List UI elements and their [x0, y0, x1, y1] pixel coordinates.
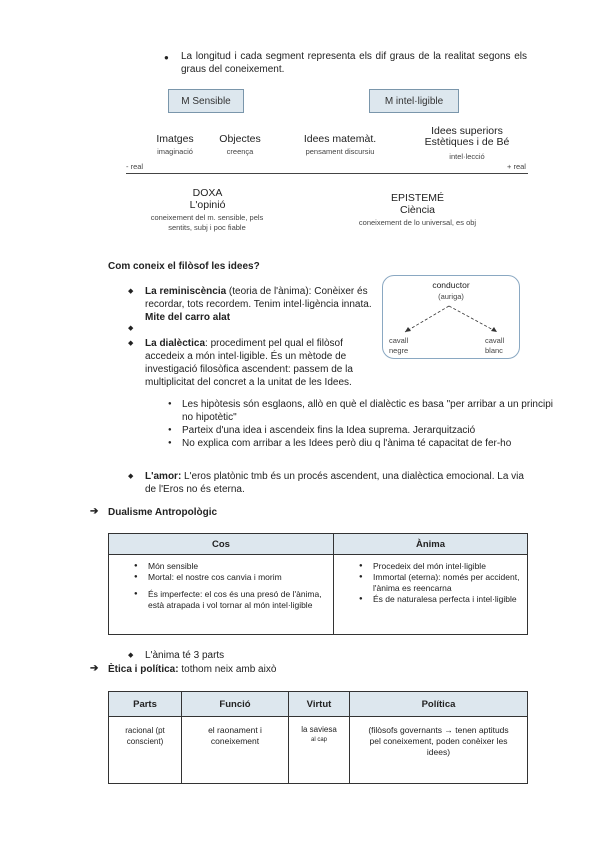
section-question: Com coneix el filòsof les idees?: [108, 261, 260, 272]
amor-text: L'eros platònic tmb és un procés ascendent, una dialèctica emocional. La via de l'Eros no és eterna.: [145, 471, 524, 495]
amor-para: [145, 470, 529, 496]
td-virtut-text: la saviesa: [301, 725, 337, 734]
col-superiors-sub: intel·lecció: [449, 152, 485, 161]
col-objectes-sub: creença: [226, 147, 254, 156]
col-matematiques-title: Idees matemàt.: [303, 133, 377, 145]
col-superiors-title: Idees superiors Estètiques i de Bé: [424, 125, 510, 148]
etica-term: Ètica i política:: [108, 664, 179, 675]
chariot-box: [382, 275, 520, 359]
th-virtut: Virtut: [289, 692, 350, 717]
arrow-icon: ➔: [90, 663, 99, 674]
episteme-title: EPISTEMÉ: [390, 192, 445, 204]
reminiscencia-paren: (teoria de l'ànima):: [226, 286, 312, 297]
doxa-desc: coneixement del m. sensible, pels sentits, subj i poc fiable: [150, 213, 264, 232]
col-matematiques-sub: pensament discursiu: [305, 147, 375, 156]
episteme-desc: coneixement de lo universal, es obj: [358, 218, 477, 227]
cos-cell: [109, 555, 334, 635]
dialectica-sub-3: ● No explica com arribar a les Idees però diu q l'ànima té capacitat de fer-ho: [182, 437, 554, 450]
doxa-sub: L'opinió: [189, 199, 226, 211]
chariot-auriga: (auriga): [438, 292, 464, 301]
box-sensible: M Sensible: [168, 89, 244, 113]
th-funcio: Funció: [182, 692, 289, 717]
plus-real: + real: [507, 162, 526, 171]
box-intelligible: M intel·ligible: [369, 89, 459, 113]
diamond-icon: ◆: [128, 340, 134, 347]
etica-para: [108, 664, 276, 675]
episteme-sub: Ciència: [399, 204, 436, 216]
dualisme-title: Dualisme Antropològic: [108, 507, 218, 518]
diamond-icon: ◆: [128, 325, 134, 332]
td-politica: (filòsofs governants → tenen aptituds pel coneixement, poden conèixer les idees): [350, 717, 528, 784]
diamond-icon: ◆: [128, 652, 134, 659]
col-imatges-sub: imaginació: [157, 147, 193, 156]
chariot-right: cavall blanc: [485, 336, 505, 355]
th-parts: Parts: [109, 692, 182, 717]
arrow-icon: ➔: [90, 506, 99, 517]
dialectica-term: La dialèctica: [145, 338, 206, 349]
minus-real: - real: [126, 162, 144, 171]
reminiscencia-bold: Mite del carro alat: [145, 312, 231, 323]
cos-item-1: ● Món sensible: [148, 561, 332, 572]
amor-term: L'amor:: [145, 471, 182, 482]
anima-item-2: ● Immortal (eterna): només per accident, l'ànima es reencarna: [373, 572, 526, 594]
chariot-conductor: conductor: [432, 280, 470, 290]
td-funcio: el raonament i coneixement: [182, 717, 289, 784]
anima-item-1: ● Procedeix del món intel·ligible: [373, 561, 526, 572]
cos-header: Cos: [109, 534, 334, 555]
td-parts: racional (pt conscient): [109, 717, 182, 784]
col-objectes-title: Objectes: [219, 133, 261, 145]
diamond-icon: ◆: [128, 473, 134, 480]
reality-axis: [126, 173, 528, 174]
dialectica-sub-2: ● Parteix d'una idea i ascendeix fins la Idea suprema. Jerarquització: [182, 424, 554, 437]
dialectica-sublist: [160, 398, 554, 450]
bullet-icon: ●: [164, 53, 169, 62]
td-virtut-note: al cap: [310, 737, 327, 743]
diamond-icon: ◆: [128, 288, 134, 295]
reminiscencia-text: Conèixer és recordar, tots recordem. Tenim intel·ligència innata.: [145, 286, 372, 310]
dialectica-para: [145, 337, 377, 389]
anima-cell: [334, 555, 528, 635]
dialectica-sub-1: ● Les hipòtesis són esglaons, allò en què el dialèctic es basa "per arribar a un principi no hipotètic": [182, 398, 554, 424]
th-politica: Política: [350, 692, 528, 717]
reminiscencia-para: [145, 285, 377, 324]
col-imatges-title: Imatges: [156, 133, 194, 145]
etica-text: tothom neix amb això: [178, 664, 277, 675]
dualisme-table: [108, 533, 528, 635]
anima-header: Ànima: [334, 534, 528, 555]
anima-parts: L'ànima té 3 parts: [145, 650, 225, 661]
reminiscencia-term: La reminiscència: [145, 286, 227, 297]
chariot-left: cavall negre: [389, 336, 409, 355]
anima-item-3: ● És de naturalesa perfecta i intel·ligible: [373, 594, 526, 605]
doxa-title: DOXA: [192, 187, 223, 199]
cos-item-3: ● És imperfecte: el cos és una presó de l'ànima, està atrapada i vol tornar al món intel·ligible: [148, 589, 332, 611]
cos-item-2: ● Mortal: el nostre cos canvia i morim: [148, 572, 332, 583]
politica-table: [108, 691, 528, 784]
intro-text: La longitud i cada segment representa els dif graus de la realitat segons els graus del coneixement.: [181, 51, 527, 75]
td-virtut: [289, 717, 350, 784]
dialectica-text: : procediment pel qual el filòsof accedeix a món intel·ligible. És un mètode de investigació filosòfica ascendent: passem de la multiplicitat del concret a la unitat de les Idees.: [145, 338, 353, 388]
